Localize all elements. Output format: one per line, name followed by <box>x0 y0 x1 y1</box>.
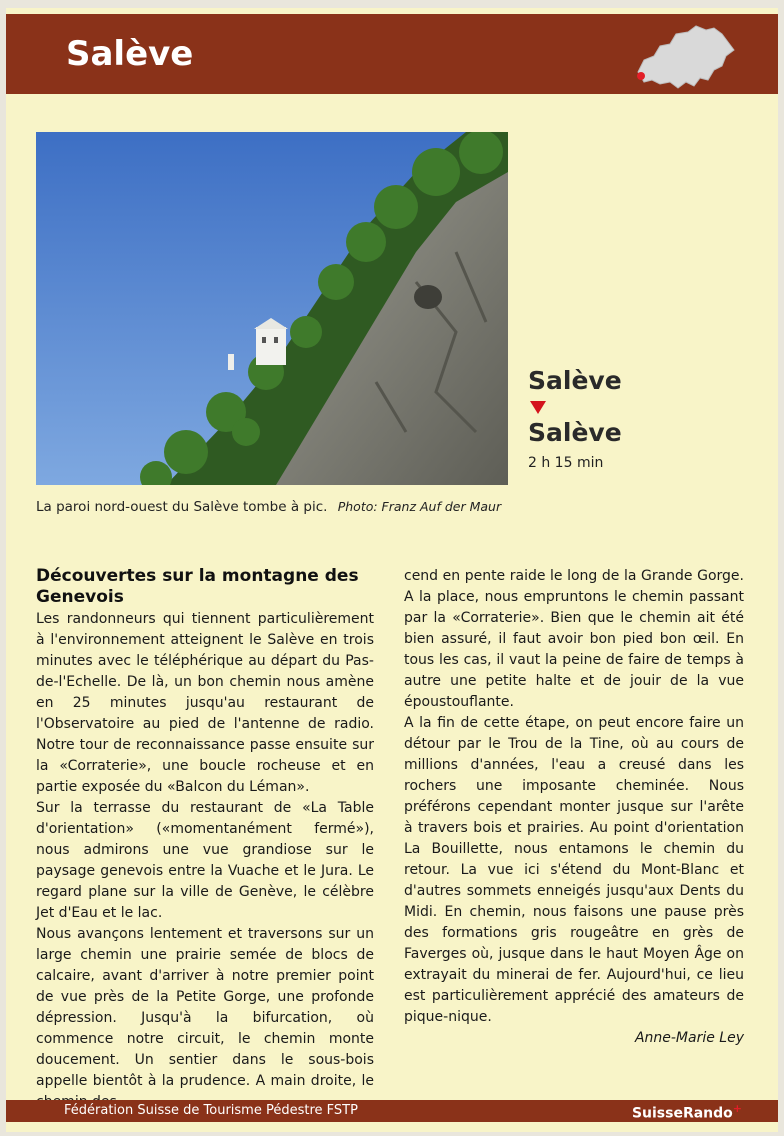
caption-text: La paroi nord-ouest du Salève tombe à pic. <box>36 499 328 515</box>
page-title: Salève <box>66 34 194 74</box>
paragraph: A la fin de cette étape, on peut encore faire un détour par le Trou de la Tine, où au cours de millions d'années, l'eau a creusé dans les rochers une imposante cheminée. Nous préférons cependant monter jusque sur l'arête à travers bois et prairies. Au point d'orientation La Bouillette, nous entamons le chemin du retour. La vue ici s'étend du Mont-Blanc et d'autres sommets enneigés jusqu'aux Dents du Midi. En chemin, nous faisons une pause près des formations gris rougeâtre en grès de Faverges où, jusque dans le haut Moyen Âge on extrayait du minerai de fer. Aujourd'hui, ce lieu est particulièrement apprécié des amateurs de pique-nique. <box>404 715 744 1025</box>
article-heading: Découvertes sur la montagne des Genevois <box>36 566 359 607</box>
route-end: Salève <box>528 418 622 447</box>
footer-banner <box>6 1100 778 1122</box>
route-arrow-icon <box>530 401 546 414</box>
paragraph: Les randonneurs qui tiennent particulièrement à l'environnement atteignent le Salève en trois minutes avec le téléphérique au départ du Pas-de-l'Echelle. De là, un bon chemin nous amène en 25 minutes jusqu'au restaurant de l'Observatoire au pied de l'antenne de radio. Notre tour de reconnaissance passe ensuite sur la «Corraterie», une boucle rocheuse et en partie exposée du «Balcon du Léman». <box>36 611 374 795</box>
paragraph: Sur la terrasse du restaurant de «La Table d'orientation» («momentanément fermé»), nous admirons une vue grandiose sur le paysage genevois entre la Vuache et le Jura. Le regard plane sur la ville de Genève, le célèbre Jet d'Eau et le lac. <box>36 800 374 921</box>
article-column-2 <box>404 566 744 1049</box>
photo-caption <box>36 499 501 515</box>
header-banner <box>6 14 778 94</box>
route-info <box>528 366 622 471</box>
brand-name: SuisseRando <box>631 1105 733 1122</box>
route-start: Salève <box>528 366 622 395</box>
paragraph: cend en pente raide le long de la Grande Gorge. A la place, nous empruntons le chemin passant par la «Corraterie». Bien que le chemin ait été bien assuré, il faut avoir bon pied bon œil. En tous les cas, il vaut la peine de faire de temps à autre une petite halte et de jouir de la vue époustouflante. <box>404 568 744 710</box>
author-name: Anne-Marie Ley <box>634 1030 744 1046</box>
swiss-cross-icon: + <box>732 1102 742 1115</box>
footer-organization: Fédération Suisse de Tourisme Pédestre FSTP <box>64 1103 358 1118</box>
switzerland-map-icon <box>630 20 740 98</box>
paragraph: Nous avançons lentement et traversons sur un large chemin une prairie semée de blocs de calcaire, avant d'arriver à notre premier point de vue près de la Petite Gorge, une profonde dépression. Jusqu'à la bifurcation, où commence notre circuit, le chemin monte doucement. Un sentier dans le sous-bois appelle bientôt à la prudence. A main droite, le <box>36 926 374 1089</box>
article-column-1 <box>36 564 374 1113</box>
brand-logo <box>632 1102 742 1122</box>
route-duration: 2 h 15 min <box>528 455 604 471</box>
photo-credit: Photo: Franz Auf der Maur <box>337 499 502 514</box>
cliff-photo <box>36 132 508 485</box>
